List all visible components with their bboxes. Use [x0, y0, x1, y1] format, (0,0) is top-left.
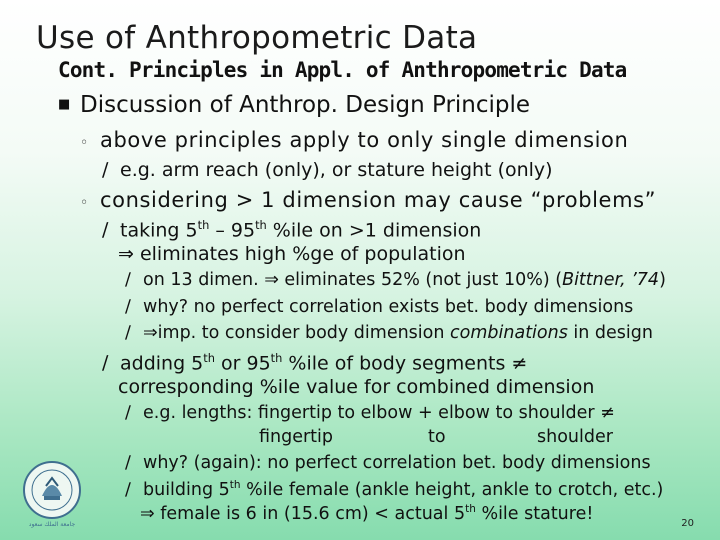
- why-again: ∕ why? (again): no perfect correlation bet. body dimensions: [125, 453, 651, 473]
- word-fingertip: fingertip: [259, 427, 334, 447]
- swash-bullet-icon: ∕: [125, 323, 131, 343]
- female-stature: ⇒ female is 6 in (15.6 cm) < actual 5th %ile stature!: [140, 503, 594, 524]
- swash-bullet-icon: ∕: [102, 219, 109, 242]
- king-saud-university-logo: [20, 456, 84, 528]
- swash-bullet-icon: ∕: [102, 159, 109, 181]
- svg-text:جامعة الملك سعود: جامعة الملك سعود: [28, 521, 76, 528]
- adding-percentile: ∕ adding 5th or 95th %ile of body segments ≠: [102, 351, 528, 375]
- slide-subtitle: Cont. Principles in Appl. of Anthropometric Data: [58, 58, 627, 82]
- bullet-single-dimension: [80, 128, 628, 152]
- heading-text: Discussion of Anthrop. Design Principle: [80, 92, 531, 118]
- swash-bullet-icon: ∕: [125, 479, 131, 500]
- circle-bullet-icon: ◦: [80, 195, 89, 211]
- building-female: ∕ building 5th %ile female (ankle height, ankle to crotch, etc.): [125, 479, 664, 500]
- taking-percentile: ∕ taking 5th – 95th %ile on >1 dimension: [102, 218, 482, 242]
- swash-bullet-icon: ∕: [125, 270, 131, 290]
- heading-line: [58, 92, 530, 118]
- page-number: 20: [681, 518, 694, 529]
- example-single: [102, 159, 553, 181]
- eliminates-population: ⇒ eliminates high %ge of population: [118, 243, 466, 265]
- lengths-example: ∕ e.g. lengths: fingertip to elbow + elbow to shoulder ≠: [125, 403, 615, 423]
- slide-title: Use of Anthropometric Data: [36, 20, 478, 56]
- word-to: to: [428, 427, 446, 447]
- combined-dimension: corresponding %ile value for combined dimension: [118, 376, 595, 398]
- bullet-text: above principles apply to only single dimension: [100, 128, 629, 152]
- swash-bullet-icon: ∕: [125, 297, 131, 317]
- bullet-text: e.g. arm reach (only), or stature height (only): [120, 159, 553, 181]
- swash-bullet-icon: ∕: [125, 453, 131, 473]
- square-bullet-icon: ■: [58, 97, 71, 112]
- word-shoulder: shoulder: [537, 427, 613, 447]
- why-no-correlation: ∕ why? no perfect correlation exists bet. body dimensions: [125, 297, 634, 317]
- thirteen-dimensions: ∕ on 13 dimen. ⇒ eliminates 52% (not just 10%) (Bittner, ’74): [125, 270, 666, 290]
- swash-bullet-icon: ∕: [102, 352, 109, 375]
- swash-bullet-icon: ∕: [125, 403, 131, 423]
- bullet-text: considering > 1 dimension may cause “problems”: [100, 188, 657, 212]
- circle-bullet-icon: ◦: [80, 135, 89, 151]
- bullet-multi-dimension: [80, 188, 656, 212]
- consider-combinations: ∕ ⇒imp. to consider body dimension combinations in design: [125, 323, 653, 343]
